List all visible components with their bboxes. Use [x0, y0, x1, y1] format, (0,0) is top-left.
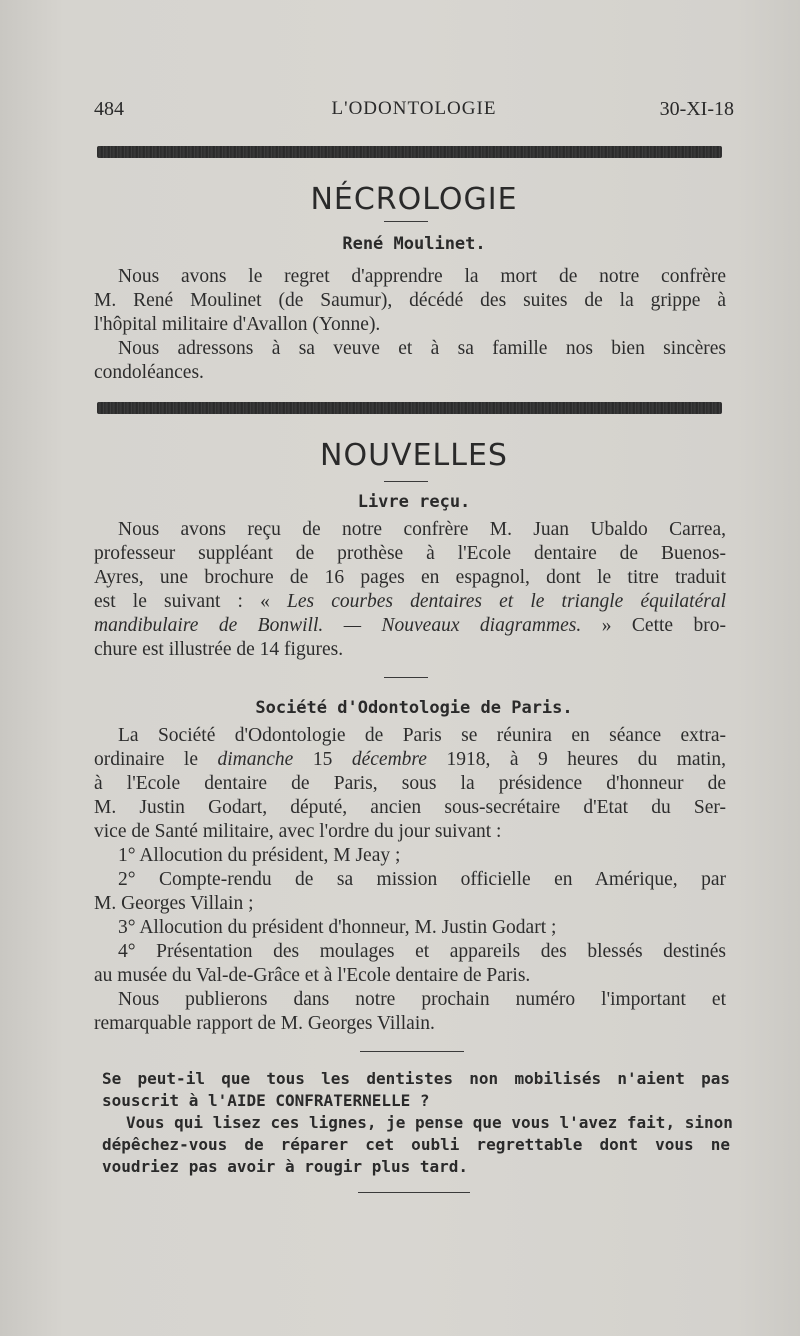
text-line: Nous avons le regret d'apprendre la mort de notre confrère — [118, 266, 726, 287]
agenda-item: 2° Compte-rendu de sa mission officielle en Amérique, par — [118, 869, 726, 890]
nouvelles-title: NOUVELLES — [320, 438, 508, 473]
text-line: Ayres, une brochure de 16 pages en espagnol, dont le titre traduit — [94, 567, 726, 588]
text-line: chure est illustrée de 14 figures. — [94, 639, 344, 660]
text-line: professeur suppléant de prothèse à l'Ecole dentaire de Buenos- — [94, 543, 726, 564]
agenda-item: 3° Allocution du président d'honneur, M. Justin Godart ; — [118, 917, 557, 938]
agenda-item: 4° Présentation des moulages et appareils des blessés destinés — [118, 941, 726, 962]
book-title-italic: mandibulaire de Bonwill. — Nouveaux diagrammes. — [94, 615, 582, 636]
text-line: condoléances. — [94, 362, 204, 383]
notice-line: Se peut-il que tous les dentistes non mobilisés n'aient pas — [102, 1069, 730, 1088]
text-line: Nous publierons dans notre prochain numéro l'important et — [118, 989, 726, 1010]
societe-text — [94, 724, 726, 1036]
livre-recu-text — [94, 518, 726, 662]
text-line: Nous avons reçu de notre confrère M. Juan Ubaldo Carrea, — [118, 519, 726, 540]
necrologie-text — [94, 265, 726, 385]
text-italic: décembre — [351, 749, 427, 770]
societe-subtitle: Société d'Odontologie de Paris. — [255, 698, 573, 718]
issue-date: 30-XI-18 — [659, 98, 734, 120]
text-line: La Société d'Odontologie de Paris se réunira en séance extra- — [118, 725, 726, 746]
book-title-italic: Les courbes dentaires et le triangle équilatéral — [286, 591, 727, 612]
text-span: 15 — [293, 749, 352, 770]
page-number: 484 — [94, 98, 124, 120]
journal-title: L'ODONTOLOGIE — [331, 98, 497, 119]
text-line: remarquable rapport de M. Georges Villain. — [94, 1013, 435, 1034]
title-rule — [384, 481, 428, 482]
notice-bottom-rule — [358, 1192, 470, 1193]
notice-top-rule — [360, 1051, 464, 1052]
livre-recu-subtitle: Livre reçu. — [357, 492, 471, 512]
subsection-rule — [384, 677, 428, 678]
text-span: 1918, à 9 heures du matin, — [426, 749, 726, 770]
text-line: vice de Santé militaire, avec l'ordre du jour suivant : — [94, 821, 502, 842]
necrologie-title: NÉCROLOGIE — [310, 182, 518, 217]
text-line: l'hôpital militaire d'Avallon (Yonne). — [94, 314, 381, 335]
text-line: M. René Moulinet (de Saumur), décédé des suites de la grippe à — [94, 290, 726, 311]
notice-line: Vous qui lisez ces lignes, je pense que vous l'avez fait, sinon — [126, 1113, 733, 1132]
agenda-item: 1° Allocution du président, M Jeay ; — [118, 845, 401, 866]
text-span: est le suivant : « — [94, 591, 287, 612]
notice-line: souscrit à l'AIDE CONFRATERNELLE ? — [102, 1091, 430, 1110]
text-line: à l'Ecole dentaire de Paris, sous la présidence d'honneur de — [94, 773, 726, 794]
page-header — [94, 98, 734, 128]
necrologie-subtitle: René Moulinet. — [342, 234, 486, 254]
text-line — [94, 748, 726, 772]
text-line — [94, 590, 726, 614]
section-divider-band — [97, 402, 722, 414]
title-rule — [384, 221, 428, 222]
section-divider-band — [97, 146, 722, 158]
notice-line: voudriez pas avoir à rougir plus tard. — [102, 1157, 469, 1176]
text-line: M. Georges Villain ; — [94, 893, 254, 914]
text-line: au musée du Val-de-Grâce et à l'Ecole dentaire de Paris. — [94, 965, 531, 986]
text-italic: dimanche — [217, 749, 294, 770]
notice-line: dépêchez-vous de réparer cet oubli regrettable dont vous ne — [102, 1135, 730, 1154]
aide-confraternelle-notice — [102, 1068, 733, 1178]
text-line: Nous adressons à sa veuve et à sa famille nos bien sincères — [118, 338, 726, 359]
text-line — [94, 614, 726, 638]
text-span: » Cette bro- — [581, 615, 727, 636]
text-line: M. Justin Godart, député, ancien sous-secrétaire d'Etat du Ser- — [94, 797, 726, 818]
text-span: ordinaire le — [94, 749, 218, 770]
